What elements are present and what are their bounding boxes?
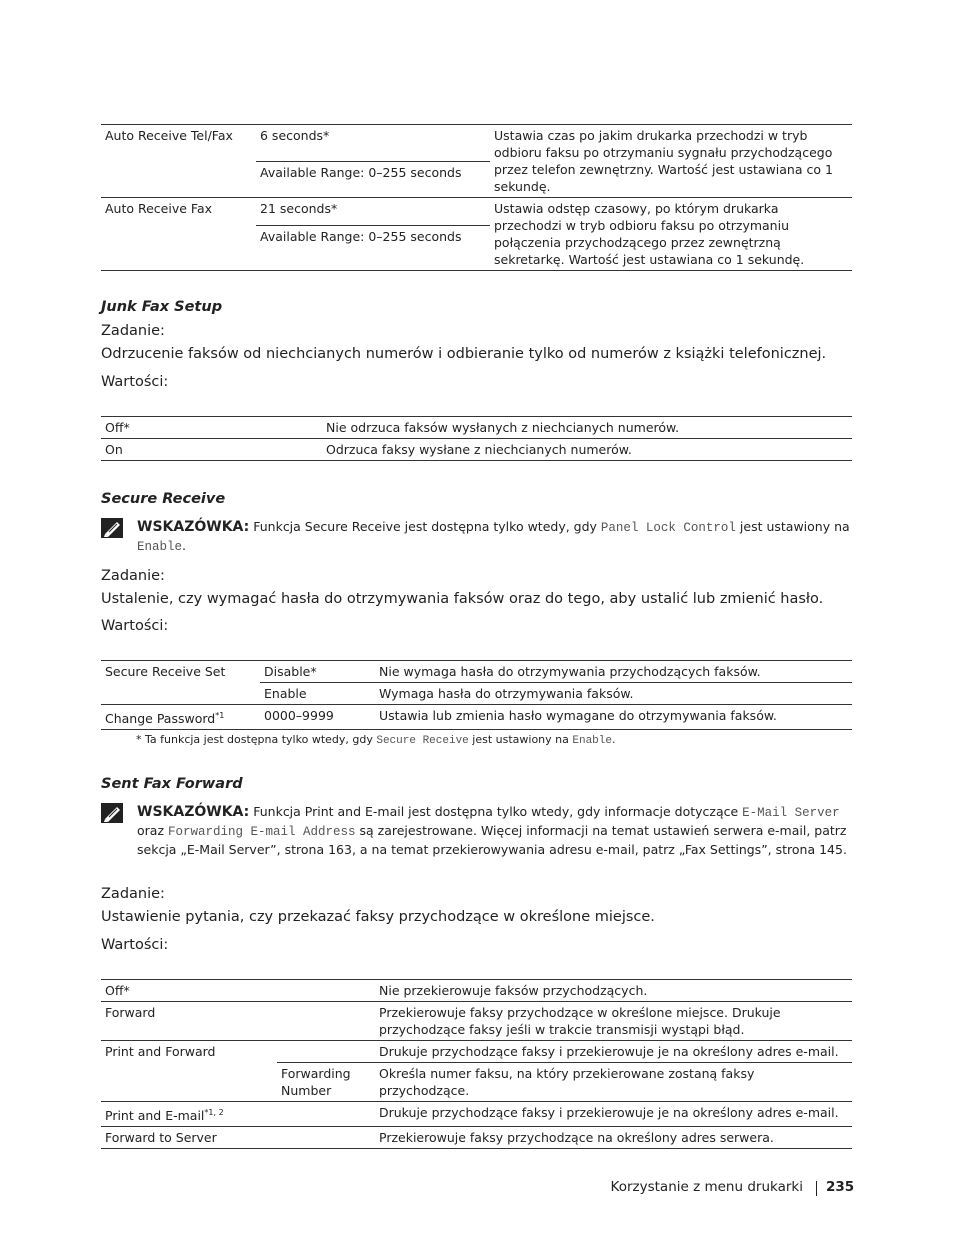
value-name: Print and Forward	[105, 1044, 216, 1059]
section-heading: Sent Fax Forward	[101, 776, 243, 792]
setting-description: Nie wymaga hasła do otrzymywania przychodzących faksów.	[375, 661, 852, 683]
value-description: Drukuje przychodzące faksy i przekierowuje je na określony adres e-mail.	[375, 1041, 852, 1063]
note-label: WSKAZÓWKA:	[137, 519, 250, 535]
note-text: Funkcja Secure Receive jest dostępna tylko wtedy, gdy	[249, 519, 601, 534]
value-name: Forward	[105, 1005, 156, 1020]
page-number: 235	[826, 1179, 855, 1195]
sub-value-name: Forwarding Number	[281, 1066, 351, 1098]
setting-value: Disable*	[260, 661, 375, 683]
auto-receive-table	[101, 124, 852, 271]
junk-values-table	[101, 416, 852, 461]
setting-name: Auto Receive Fax	[105, 201, 213, 216]
setting-name: Secure Receive Set	[105, 664, 226, 679]
setting-default: 21 seconds*	[256, 198, 490, 226]
task-text: Odrzucenie faksów od niechcianych numerów i odbieranie tylko od numerów z książki telefonicznej.	[101, 346, 827, 362]
code-text: Panel Lock Control	[600, 521, 736, 535]
value-description: Nie odrzuca faksów wysłanych z niechcianych numerów.	[326, 420, 680, 435]
footnote-text: .	[611, 733, 616, 746]
setting-description: Wymaga hasła do otrzymywania faksów.	[379, 686, 634, 701]
setting-value: Enable	[264, 686, 307, 701]
value-name: Forward to Server	[105, 1130, 217, 1146]
value-name: Off*	[105, 983, 130, 998]
setting-range: Available Range: 0–255 seconds	[260, 229, 462, 244]
note-text: oraz	[137, 823, 168, 838]
footnote	[136, 733, 615, 747]
task-text: Ustalenie, czy wymagać hasła do otrzymywania faksów oraz do tego, aby ustalić lub zmienić hasło.	[101, 591, 824, 607]
setting-description: Ustawia odstęp czasowy, po którym drukarka przechodzi w tryb odbioru faksu po otrzymaniu połączenia przychodzącego przez zewnętrzną sekretarkę. Wartość jest ustawiana co 1 sekundę.	[494, 201, 805, 267]
section-heading: Secure Receive	[101, 491, 226, 507]
forward-values-table	[101, 979, 852, 1149]
value-name	[101, 1102, 375, 1127]
note-pencil-icon	[101, 518, 123, 538]
note-text: Funkcja Print and E-mail jest dostępna tylko wtedy, gdy informacje dotyczące	[249, 804, 743, 819]
setting-default: 6 seconds*	[256, 125, 490, 162]
setting-name	[101, 705, 260, 730]
code-text: Enable	[572, 735, 612, 747]
value-description: Odrzuca faksy wysłane z niechcianych numerów.	[326, 442, 632, 457]
value-description: Nie przekierowuje faksów przychodzących.	[379, 983, 648, 998]
value-description: Przekierowuje faksy przychodzące na określony adres serwera.	[379, 1130, 774, 1146]
values-label: Wartości:	[101, 937, 169, 953]
footnote-marker: *1, 2	[204, 1108, 224, 1117]
code-text: Enable	[137, 540, 183, 554]
footnote-text: * Ta funkcja jest dostępna tylko wtedy, gdy	[136, 733, 377, 746]
section-heading: Junk Fax Setup	[101, 299, 223, 315]
note-label: WSKAZÓWKA:	[137, 804, 250, 820]
note-text: jest ustawiony na	[735, 519, 850, 534]
note-pencil-icon	[101, 803, 123, 823]
value-name: On	[105, 442, 123, 457]
value-name: Off*	[105, 420, 130, 435]
values-label: Wartości:	[101, 618, 169, 634]
setting-description: Ustawia czas po jakim drukarka przechodzi w tryb odbioru faksu po otrzymaniu sygnału przychodzącego przez telefon zewnętrzny. Wartość jest ustawiana co 1 sekundę.	[494, 128, 833, 194]
value-description: Drukuje przychodzące faksy i przekierowuje je na określony adres e-mail.	[379, 1105, 839, 1120]
note	[101, 518, 853, 556]
task-label: Zadanie:	[101, 323, 165, 339]
note	[101, 803, 853, 858]
note-text: są zarejestrowane. Więcej informacji na temat ustawień serwera e-mail, patrz sekcja „E-Mail Server”, strona 163, a na temat przekierowywania adresu e-mail, patrz „Fax Settings”, strona 145.	[137, 823, 847, 857]
value-description: Przekierowuje faksy przychodzące w określone miejsce. Drukuje przychodzące faksy jeśli w trakcie transmisji wystąpi błąd.	[379, 1005, 781, 1037]
footer-divider	[816, 1181, 817, 1196]
secure-values-table	[101, 660, 852, 730]
task-label: Zadanie:	[101, 886, 165, 902]
value-name-text: Print and E-mail	[105, 1108, 205, 1124]
setting-name: Auto Receive Tel/Fax	[105, 128, 233, 143]
code-text: Secure Receive	[376, 735, 469, 747]
setting-name-text: Change Password	[105, 711, 216, 727]
setting-description: Ustawia lub zmienia hasło wymagane do otrzymywania faksów.	[379, 708, 777, 723]
task-label: Zadanie:	[101, 568, 165, 584]
setting-range: Available Range: 0–255 seconds	[260, 164, 462, 180]
note-text: .	[182, 538, 186, 553]
code-text: Forwarding E-mail Address	[167, 825, 356, 839]
value-description: Określa numer faksu, na który przekierowane zostaną faksy przychodzące.	[379, 1066, 755, 1098]
footer-section-title: Korzystanie z menu drukarki	[610, 1179, 803, 1195]
values-label: Wartości:	[101, 374, 169, 390]
task-text: Ustawienie pytania, czy przekazać faksy przychodzące w określone miejsce.	[101, 909, 655, 925]
setting-value: 0000–9999	[264, 708, 334, 723]
footnote-text: jest ustawiony na	[468, 733, 573, 746]
code-text: E-Mail Server	[742, 806, 840, 820]
footnote-marker: *1	[215, 711, 225, 720]
